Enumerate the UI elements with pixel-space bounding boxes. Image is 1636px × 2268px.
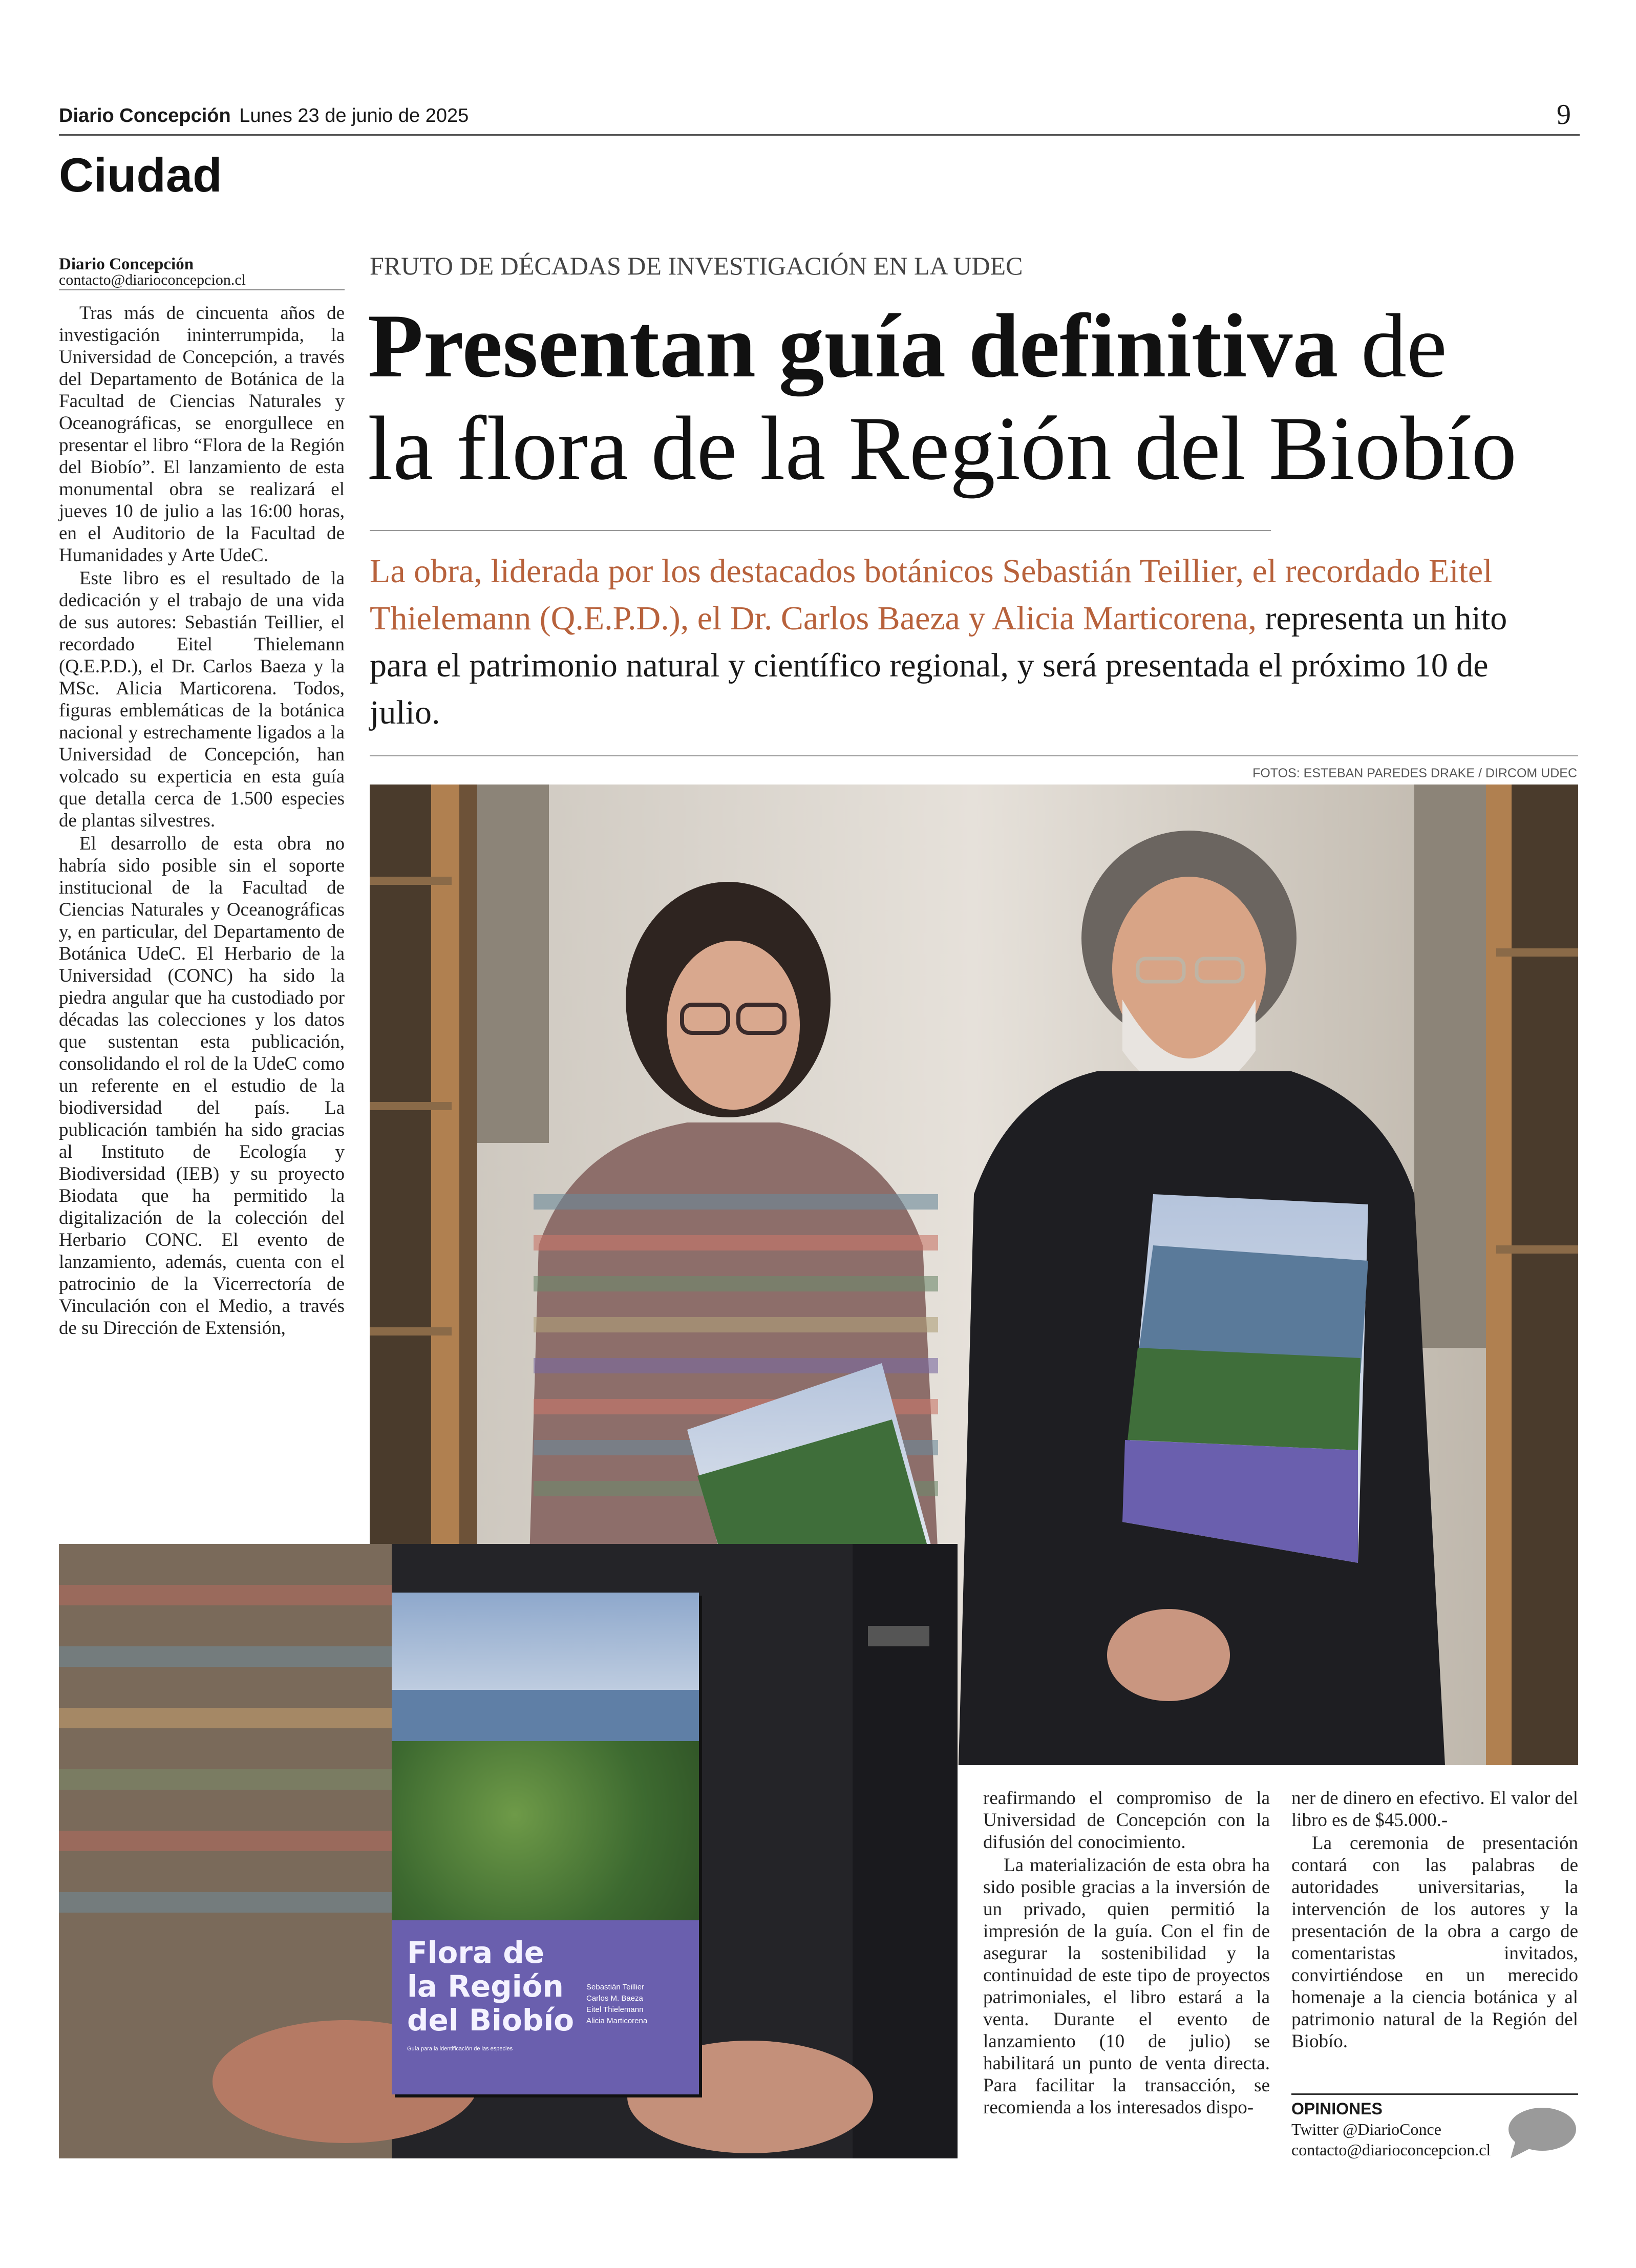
- book-title-line: Flora de: [407, 1935, 545, 1970]
- section-title: Ciudad: [59, 148, 222, 202]
- paragraph: Tras más de cincuenta años de investigación ininterrumpida, la Universidad de Concepción, a través del Departamento de Botánica de la Facultad de Ciencias Naturales y Oceanográficas, se enorgullece en presentar el libro “Flora de la Región del Biobío”. El lanzamiento de esta monumental obra se realizará el jueves 10 de julio a las 16:00 horas, en el Auditorio de la Facultad de Humanidades y Arte UdeC.: [59, 303, 345, 566]
- book-title-line: del Biobío: [407, 2003, 575, 2038]
- book-title-line: la Región: [407, 1969, 564, 2004]
- publication-date: Lunes 23 de junio de 2025: [239, 105, 469, 126]
- left-column: [59, 302, 345, 1340]
- header-rule: [59, 134, 1580, 136]
- headline-line2: la flora de la Región del Biobío: [368, 397, 1517, 499]
- page-number: 9: [1557, 99, 1571, 131]
- middle-column: [983, 1787, 1270, 2119]
- book-cover-authors: [586, 1982, 647, 2027]
- book-cover-subtitle: Guía para la identificación de las especies: [407, 2046, 513, 2052]
- paragraph: La materialización de esta obra ha sido posible gracias a la inversión de un privado, quien permitió la impresión de la guía. Con el fin de asegurar la sostenibilidad y la continuidad de este tipo de proyectos patrimoniales, el libro estará a la venta. Durante el evento de lanzamiento (10 de julio) se habilitará un punto de venta directa. Para facilitar la transacción, se recomienda a los interesados dispo-: [983, 1855, 1270, 2118]
- kicker: FRUTO DE DÉCADAS DE INVESTIGACIÓN EN LA UDEC: [370, 251, 1023, 280]
- lead-paragraph: [370, 548, 1563, 736]
- lead-rest: representa un hito para el patrimonio natural y científico regional, y será presentada el próximo 10 de julio.: [370, 600, 1507, 731]
- photo-credit: FOTOS: ESTEBAN PAREDES DRAKE / DIRCOM UDEC: [1252, 766, 1577, 780]
- book-cover: [392, 1593, 699, 2094]
- opinions-heading: OPINIONES: [1291, 2100, 1383, 2118]
- opinions-rule: [1291, 2093, 1578, 2095]
- book-author: Carlos M. Baeza: [586, 1994, 643, 2003]
- headline-bold: Presentan guía definitiva: [368, 295, 1338, 396]
- byline-author: Diario Concepción: [59, 255, 194, 273]
- opinions-email[interactable]: contacto@diarioconcepcion.cl: [1291, 2140, 1491, 2159]
- headline-rule: [370, 530, 1271, 531]
- paragraph: El desarrollo de esta obra no habría sido posible sin el soporte institucional de la Facultad de Ciencias Naturales y Oceanográficas y, en particular, del Departamento de Botánica UdeC. El Herbario de la Universidad (CONC) ha sido la piedra angular que ha custodiado por décadas las colecciones y los datos que sustentan esta publicación, consolidando el rol de la UdeC como un referente en el estudio de la biodiversidad del país. La publicación también ha sido gracias al Instituto de Ecología y Biodiversidad (IEB) y su proyecto Biodata que ha permitido la digitalización de la colección del Herbario CONC. El evento de lanzamiento, además, cuenta con el patrocinio de la Vicerrectoría de Vinculación con el Medio, a través de su Dirección de Extensión,: [59, 833, 345, 1339]
- publication-name: Diario Concepción: [59, 105, 231, 126]
- byline-email[interactable]: contacto@diarioconcepcion.cl: [59, 271, 246, 288]
- paragraph: ner de dinero en efectivo. El valor del libro es de $45.000.-: [1291, 1788, 1578, 1831]
- speech-bubble-icon: [1505, 2105, 1577, 2161]
- book-cover-title: [407, 1936, 574, 2037]
- headline: [368, 294, 1597, 499]
- right-column: [1291, 1787, 1578, 2053]
- book-author: Eitel Thielemann: [586, 2005, 644, 2014]
- lead-rule: [370, 755, 1578, 756]
- opinions-twitter[interactable]: Twitter @DiarioConce: [1291, 2120, 1441, 2138]
- book-cover-forest: [392, 1741, 699, 1925]
- byline-rule: [59, 289, 345, 290]
- paragraph: Este libro es el resultado de la dedicación y el trabajo de una vida de sus autores: Sebastián Teillier, el recordado Eitel Thielemann (Q.E.P.D.), el Dr. Carlos Baeza y la MSc. Alicia Marticorena. Todos, figuras emblemáticas de la botánica nacional y estrechamente ligados a la Universidad de Concepción, han volcado su experticia en esta guía que detalla cerca de 1.500 especies de plantas silvestres.: [59, 568, 345, 831]
- masthead-line: [59, 105, 469, 127]
- paragraph: La ceremonia de presentación contará con las palabras de autoridades universitarias, la intervención de los autores y la presentación de la obra a cargo de comentaristas invitados, convirtiéndose en un merecido homenaje a la ciencia botánica y al patrimonio natural de la Región del Biobío.: [1291, 1833, 1578, 2052]
- book-author: Alicia Marticorena: [586, 2017, 648, 2025]
- paragraph: reafirmando el compromiso de la Universidad de Concepción con la difusión del conocimiento.: [983, 1788, 1270, 1853]
- book-author: Sebastián Teillier: [586, 1983, 645, 1991]
- lead-highlight: La obra, liderada por los destacados botánicos Sebastián Teillier, el recordado Eitel Thielemann (Q.E.P.D.), el Dr. Carlos Baeza y Alicia Marticorena,: [370, 553, 1493, 637]
- headline-rest: de: [1361, 295, 1447, 396]
- book-closeup-photo: [59, 1544, 958, 2158]
